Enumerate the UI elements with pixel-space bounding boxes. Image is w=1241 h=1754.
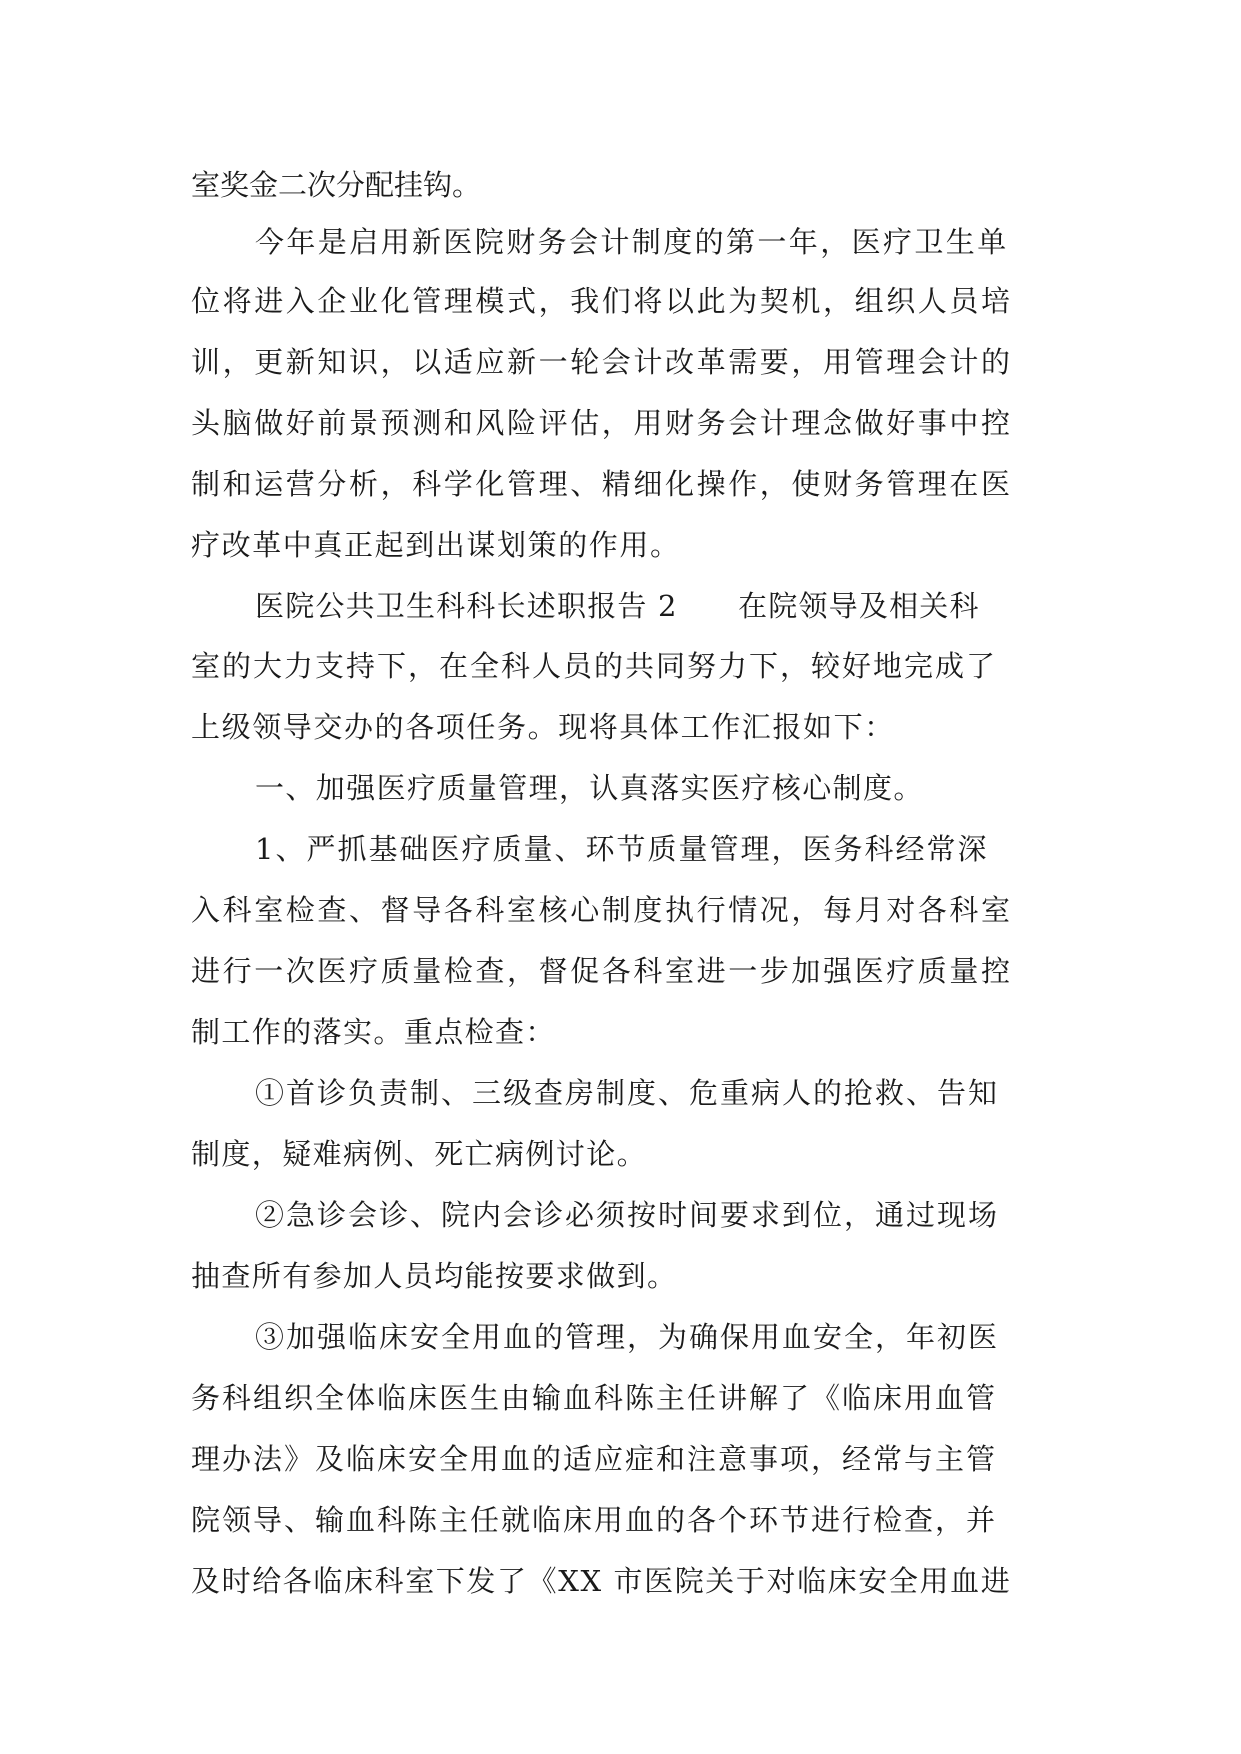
text-line: 抽查所有参加人员均能按要求做到。 [191,1259,678,1293]
text-line: 制和运营分析，科学化管理、精细化操作，使财务管理在医 [191,467,1013,501]
text-line: 及时给各临床科室下发了《XX 市医院关于对临床安全用血进 [191,1564,1012,1598]
text-line: 室的大力支持下，在全科人员的共同努力下，较好地完成了 [191,649,998,683]
text-line: 制度，疑难病例、死亡病例讨论。 [191,1137,648,1171]
text-line: 院领导、输血科陈主任就临床用血的各个环节进行检查，并 [191,1503,998,1537]
text-line: 今年是启用新医院财务会计制度的第一年，医疗卫生单 [255,225,1009,259]
heading-line: 一、加强医疗质量管理，认真落实医疗核心制度。 [255,771,924,805]
text-line: 训，更新知识，以适应新一轮会计改革需要，用管理会计的 [191,345,1013,379]
text-line: 位将进入企业化管理模式，我们将以此为契机，组织人员培 [191,284,1013,318]
text-line: 头脑做好前景预测和风险评估，用财务会计理念做好事中控 [191,406,1013,440]
text-line: 制工作的落实。重点检查： [191,1015,556,1049]
text-line: ③加强临床安全用血的管理，为确保用血安全，年初医 [255,1320,1000,1354]
section-title-line: 医院公共卫生科科长述职报告 2 在院领导及相关科 [255,589,980,623]
text-line: 上级领导交办的各项任务。现将具体工作汇报如下： [191,710,895,744]
text-line: 进行一次医疗质量检查，督促各科室进一步加强医疗质量控 [191,954,1013,988]
text-line: ②急诊会诊、院内会诊必须按时间要求到位，通过现场 [255,1198,1000,1232]
text-line: 入科室检查、督导各科室核心制度执行情况，每月对各科室 [191,893,1013,927]
text-line: 理办法》及临床安全用血的适应症和注意事项，经常与主管 [191,1442,998,1476]
text-line: 室奖金二次分配挂钩。 [191,168,482,202]
text-line: 1、严抓基础医疗质量、环节质量管理，医务科经常深 [255,832,989,866]
text-line: 疗改革中真正起到出谋划策的作用。 [191,528,681,562]
text-line: 务科组织全体临床医生由输血科陈主任讲解了《临床用血管 [191,1381,998,1415]
text-line: ①首诊负责制、三级查房制度、危重病人的抢救、告知 [255,1076,1000,1110]
